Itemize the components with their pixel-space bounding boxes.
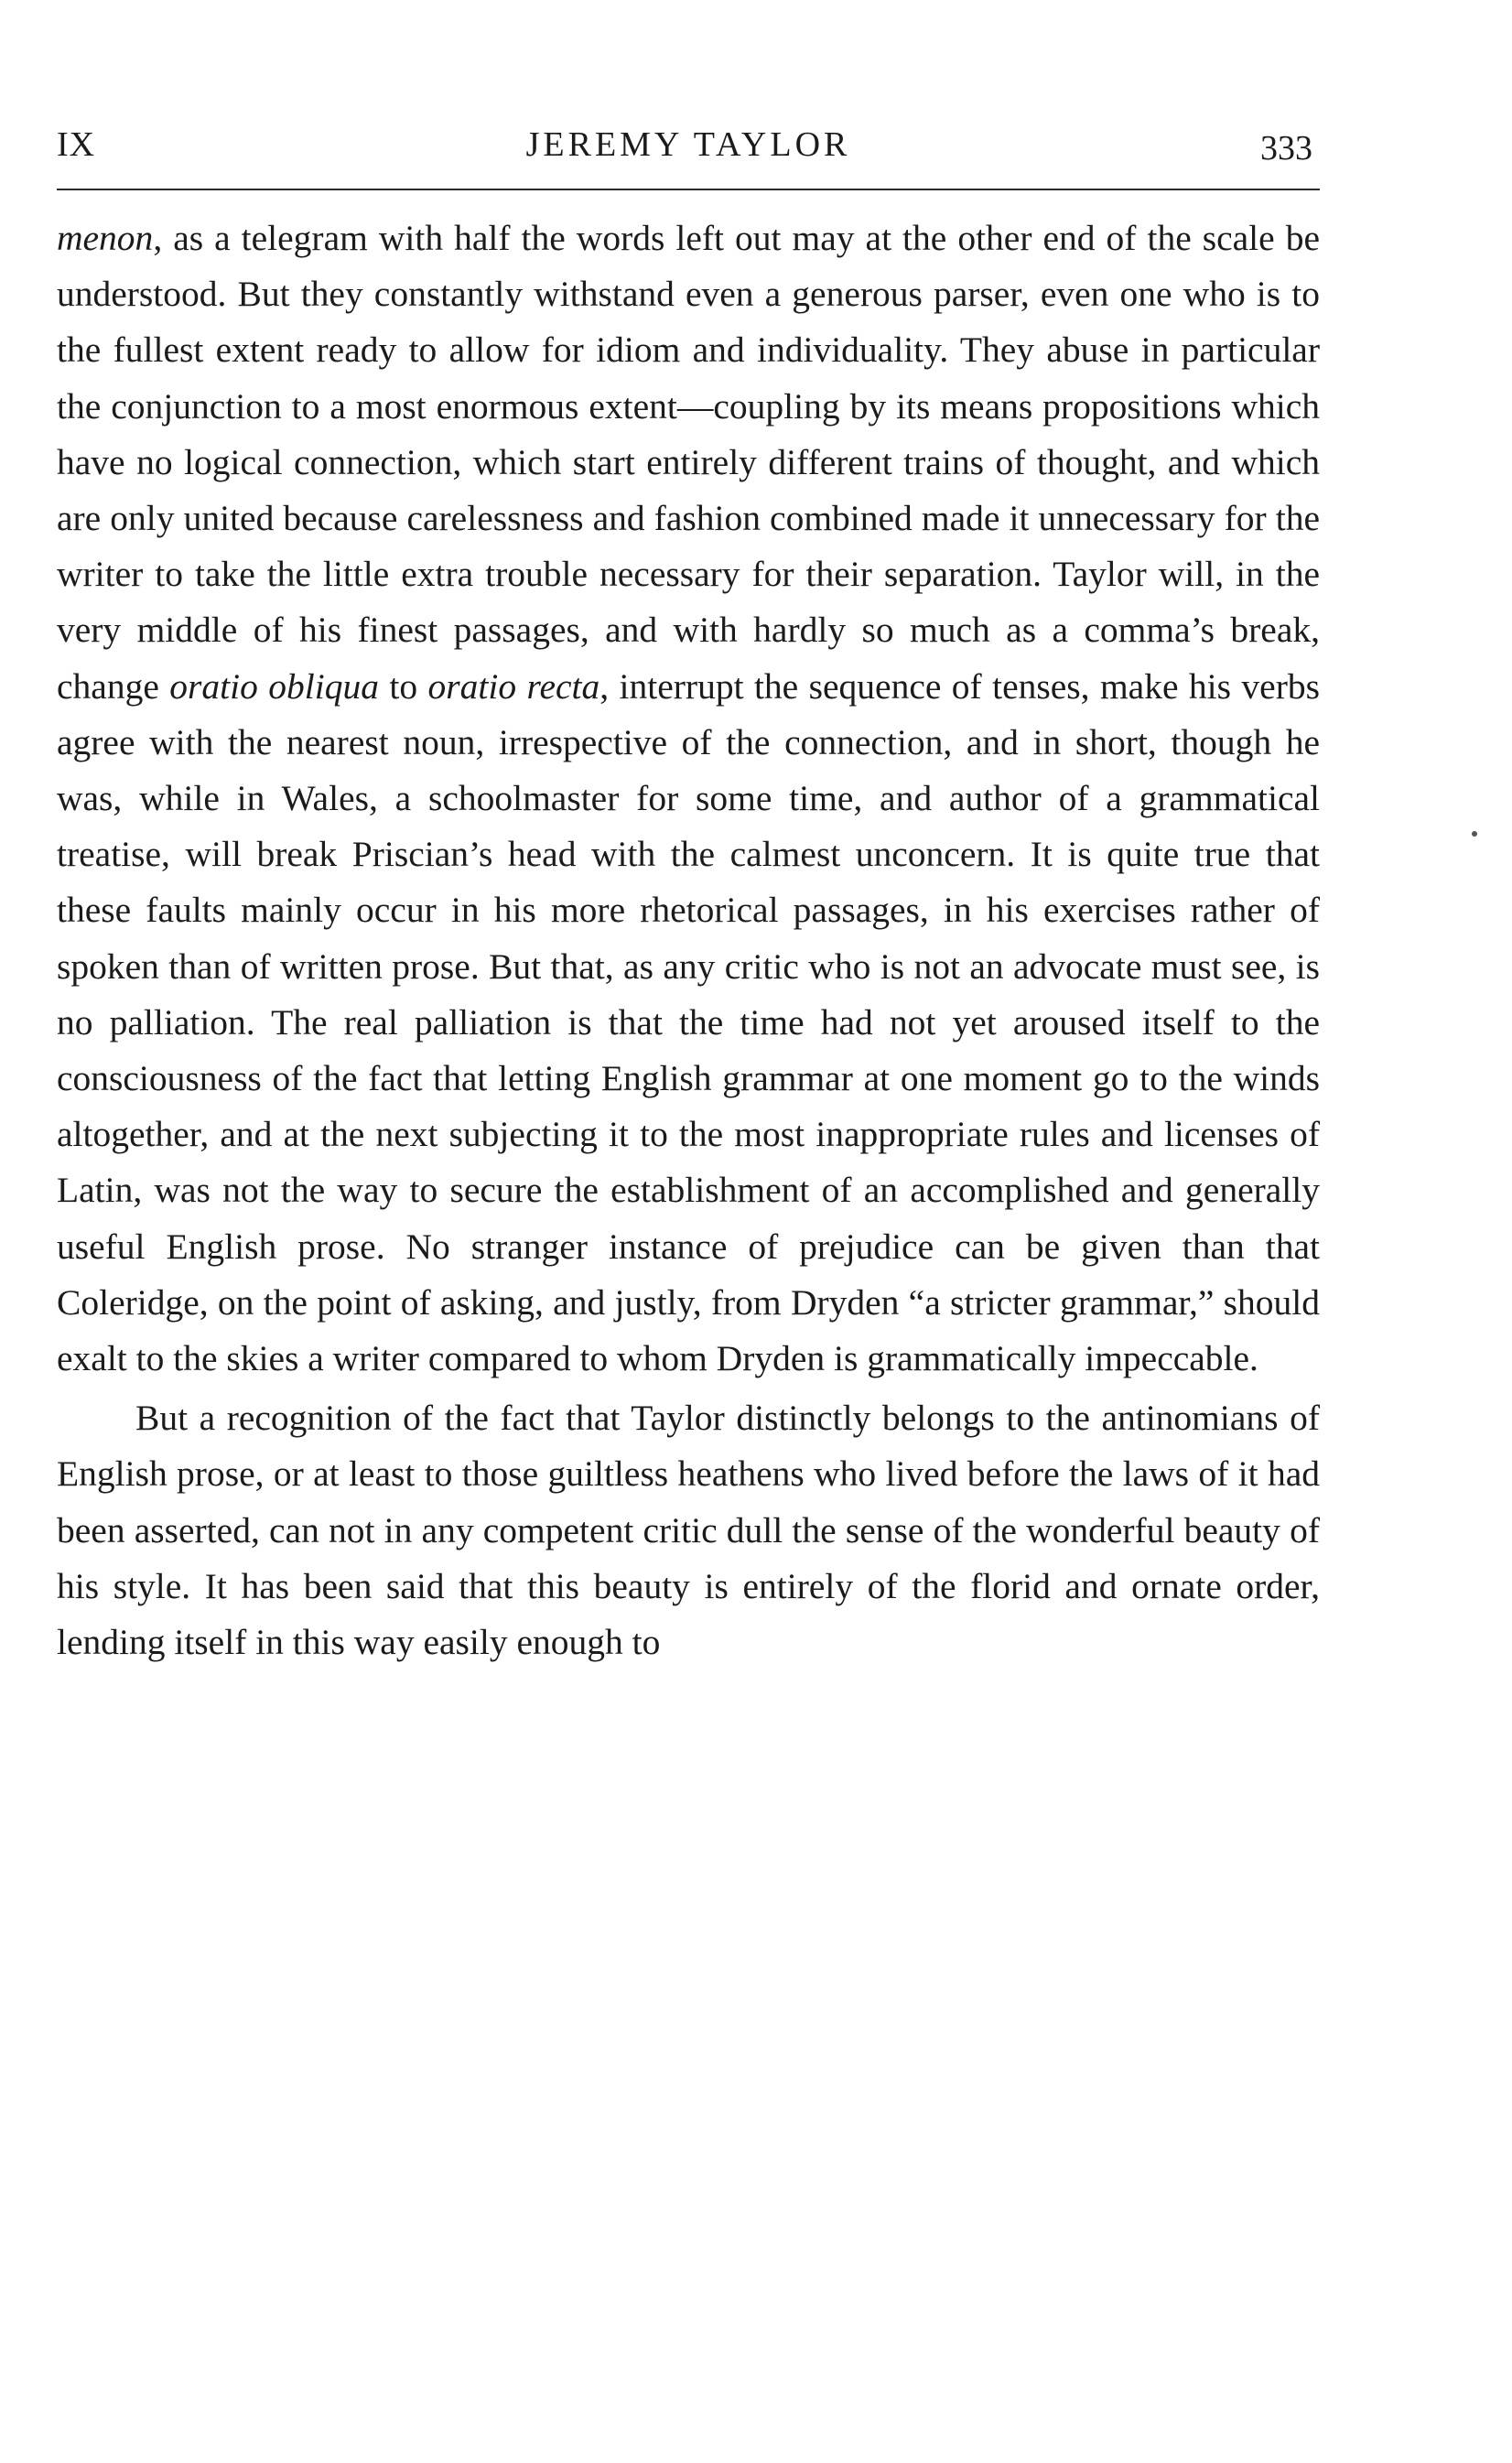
text-segment: , as a telegram with half the words left out may at the other end of the scale be understood. But they constantly withstand even a generous parser, even one who is to the fullest extent ready to allow for idiom and individuality. They abuse in particular the conjunction to a most enormous extent—coupling by its means propositions which have no logical connection, which start entirely different trains of thought, and which are only united because carelessness and fashion combined made it unnecessary for the writer to take the little extra trouble necessary for their separation. Taylor will, in the very middle of his finest passages, and with hardly so much as a comma’s break, change: [57, 218, 1320, 707]
paragraph: [57, 211, 1320, 1387]
page-number: 333: [1260, 129, 1312, 167]
text-segment: oratio recta: [427, 665, 600, 707]
running-title: JEREMY TAYLOR: [525, 125, 851, 164]
book-page: [57, 119, 1320, 1670]
chapter-number: IX: [57, 125, 96, 164]
text-segment: to: [378, 665, 428, 707]
running-head: [57, 119, 1320, 183]
text-segment: oratio obliqua: [169, 665, 379, 707]
header-rule: [57, 189, 1320, 190]
text-segment: But a recognition of the fact that Taylor distinctly belongs to the antinomians of English prose, or at least to those guiltless heathens who lived before the laws of it had been asserted, can not in any competent critic dull the sense of the wonderful beauty of his style. It has been said that this beauty is entirely of the florid and ornate order, lending itself in this way easily enough to: [57, 1398, 1320, 1663]
paragraph: [57, 1390, 1320, 1670]
stray-ink-mark: [1472, 831, 1477, 837]
text-segment: menon: [57, 218, 154, 258]
text-segment: , interrupt the sequence of tenses, make his verbs agree with the nearest noun, irrespective of the connection, and in short, though he was, while in Wales, a schoolmaster for some time, and author of a grammatical treatise, will break Priscian’s head with the calmest unconcern. It is quite true that these faults mainly occur in his more rhetorical passages, in his exercises rather of spoken than of written prose. But that, as any critic who is not an advocate must see, is no palliation. The real palliation is that the time had not yet aroused itself to the consciousness of the fact that letting English grammar at one moment go to the winds altogether, and at the next subjecting it to the most inappropriate rules and licenses of Latin, was not the way to secure the establishment of an accomplished and generally useful English prose. No stranger instance of prejudice can be given than that Coleridge, on the point of asking, and justly, from Dryden “a stricter grammar,” should exalt to the skies a writer compared to whom Dryden is grammatically impeccable.: [57, 665, 1320, 1379]
